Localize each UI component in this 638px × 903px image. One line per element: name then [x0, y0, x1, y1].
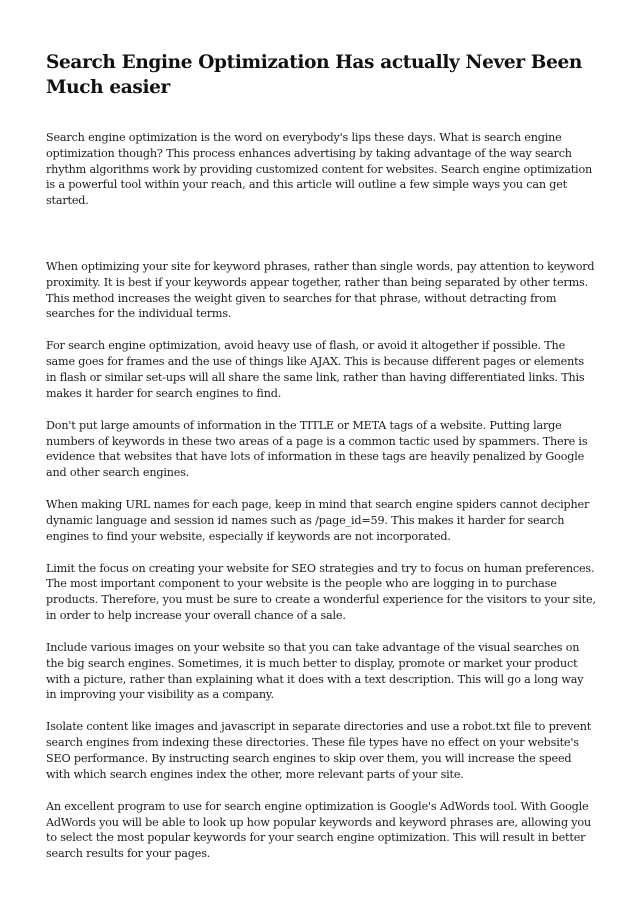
paragraph-title-meta-tags: Don't put large amounts of information in the TITLE or META tags of a website. Putting large numbers of keywords in these two areas of a page is a common tactic used by spammers. There is evidence that websites that have lots of information in these tags are heavily penalized by Google and other search engines.: [46, 418, 588, 480]
paragraph-keyword-proximity: When optimizing your site for keyword phrases, rather than single words, pay attention to keyword proximity. It is best if your keywords appear together, rather than being separated by other terms. This method increases the weight given to searches for that phrase, without detracting from searches for the individual terms.: [46, 259, 595, 321]
document-page: [46, 50, 596, 862]
paragraph-images: Include various images on your website so that you can take advantage of the visual searches on the big search engines. Sometimes, it is much better to display, promote or market your product with a picture, rather than explaining what it does with a text description. This will go a long way in improving your visibility as a company.: [46, 641, 584, 702]
paragraph-human-preferences: Limit the focus on creating your website for SEO strategies and try to focus on human preferences. The most important component to your website is the people who are logging in to purchase products. Therefore, you must be sure to create a wonderful experience for the visitors to your site, in order to help increase your overall chance of a sale.: [46, 561, 596, 623]
document-title: Search Engine Optimization Has actually Never Been Much easier: [46, 52, 583, 98]
paragraph-intro: Search engine optimization is the word on everybody's lips these days. What is search engine optimization though? This process enhances advertising by taking advantage of the way search rhythm algorithms work by providing customized content for websites. Search engine optimization is a powerful tool within your reach, and this article will outline a few simple ways you can get started.: [46, 131, 593, 208]
paragraph-adwords: An excellent program to use for search engine optimization is Google's AdWords tool. With Google AdWords you will be able to look up how popular keywords and keyword phrases are, allowing you to select the most popular keywords for your search engine optimization. This will result in better search results for your pages.: [46, 799, 592, 861]
paragraph-url-names: When making URL names for each page, keep in mind that search engine spiders cannot decipher dynamic language and session id names such as /page_id=59. This makes it harder for search engines to find your website, especially if keywords are not incorporated.: [46, 498, 590, 543]
document-body: [46, 130, 596, 862]
paragraph-robots-txt: Isolate content like images and javascript in separate directories and use a robot.txt file to prevent search engines from indexing these directories. These file types have no effect on your website's SEO performance. By instructing search engines to skip over them, you will increase the speed with which search engines index the other, more relevant parts of your site.: [46, 720, 592, 781]
paragraph-avoid-flash: For search engine optimization, avoid heavy use of flash, or avoid it altogether if possible. The same goes for frames and the use of things like AJAX. This is because different pages or elements in flash or similar set-ups will all share the same link, rather than having differentiated links. This makes it harder for search engines to find.: [46, 339, 585, 400]
